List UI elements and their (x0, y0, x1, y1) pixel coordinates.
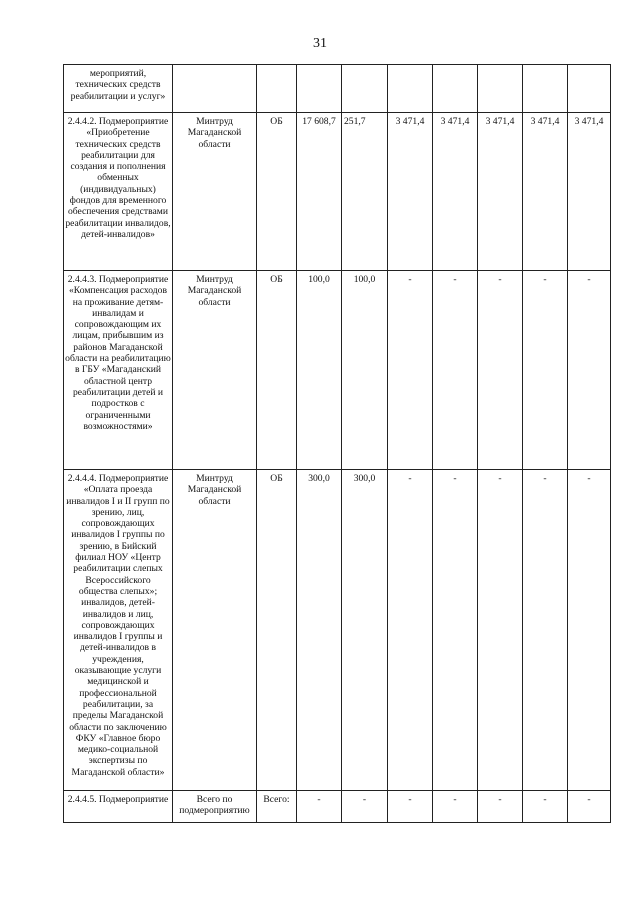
value-cell: - (388, 791, 433, 823)
value-cell: - (568, 791, 611, 823)
value-cell: 300,0 (297, 470, 342, 791)
value-cell: 3 471,4 (433, 113, 478, 271)
value-cell: - (478, 470, 523, 791)
value-cell (568, 65, 611, 113)
value-cell: - (568, 470, 611, 791)
value-cell: - (568, 271, 611, 470)
table-row (64, 65, 611, 113)
page-number: 31 (313, 36, 327, 51)
value-cell: - (478, 791, 523, 823)
value-cell: - (523, 271, 568, 470)
value-cell (342, 65, 388, 113)
value-cell (478, 65, 523, 113)
value-cell: - (523, 791, 568, 823)
executor-cell: Минтруд Магаданской области (173, 470, 257, 791)
activity-name-cell: 2.4.4.5. Подмероприятие (64, 791, 173, 823)
value-cell: 3 471,4 (523, 113, 568, 271)
value-cell (297, 65, 342, 113)
table-row (64, 271, 611, 470)
value-cell: 3 471,4 (388, 113, 433, 271)
executor-cell: Минтруд Магаданской области (173, 113, 257, 271)
funding-source-cell: ОБ (257, 470, 297, 791)
value-cell: 300,0 (342, 470, 388, 791)
table-row (64, 470, 611, 791)
value-cell: - (433, 470, 478, 791)
activity-name-cell: 2.4.4.4. Подмероприятие «Оплата проезда инвалидов I и II групп по зрению, лиц, сопровождающих инвалидов I группы по зрению, в Бийский филиал НОУ «Центр реабилитации слепых Всероссийского общества слепых»; инвалидов, детей-инвалидов и лиц, сопровождающих инвалидов I группы и детей-инвалидов в учреждения, оказывающие услуги медицинской и профессиональной реабилитации, за пределы Магаданской области по заключению ФКУ «Главное бюро медико-социальной экспертизы по Магаданской области» (64, 470, 173, 791)
funding-source-cell: ОБ (257, 113, 297, 271)
value-cell: 100,0 (297, 271, 342, 470)
activity-name-cell: мероприятий, технических средств реабилитации и услуг» (64, 65, 173, 113)
value-cell (433, 65, 478, 113)
funding-source-cell: Всего: (257, 791, 297, 823)
value-cell: - (433, 271, 478, 470)
executor-cell: Всего по подмероприятию (173, 791, 257, 823)
value-cell: 3 471,4 (478, 113, 523, 271)
program-budget-table (63, 64, 611, 823)
value-cell: - (433, 791, 478, 823)
value-cell: 100,0 (342, 271, 388, 470)
value-cell (523, 65, 568, 113)
value-cell: - (342, 791, 388, 823)
value-cell: - (523, 470, 568, 791)
table-row (64, 113, 611, 271)
value-cell: - (388, 271, 433, 470)
value-cell: - (388, 470, 433, 791)
funding-source-cell (257, 65, 297, 113)
activity-name-cell: 2.4.4.2. Подмероприятие «Приобретение технических средств реабилитации для создания и пополнения обменных (индивидуальных) фондов для временного обеспечения средствами реабилитации инвалидов, детей-инвалидов» (64, 113, 173, 271)
table-row (64, 791, 611, 823)
value-cell: 17 608,7 (297, 113, 342, 271)
value-cell (388, 65, 433, 113)
value-cell: 3 471,4 (568, 113, 611, 271)
executor-cell: Минтруд Магаданской области (173, 271, 257, 470)
value-cell: - (297, 791, 342, 823)
funding-source-cell: ОБ (257, 271, 297, 470)
value-cell: - (478, 271, 523, 470)
value-cell: 251,7 (342, 113, 388, 271)
executor-cell (173, 65, 257, 113)
activity-name-cell: 2.4.4.3. Подмероприятие «Компенсация расходов на проживание детям-инвалидам и сопровождающим их лицам, прибывшим из районов Магаданской области на реабилитацию в ГБУ «Магаданский областной центр реабилитации детей и подростков с ограниченными возможностями» (64, 271, 173, 470)
